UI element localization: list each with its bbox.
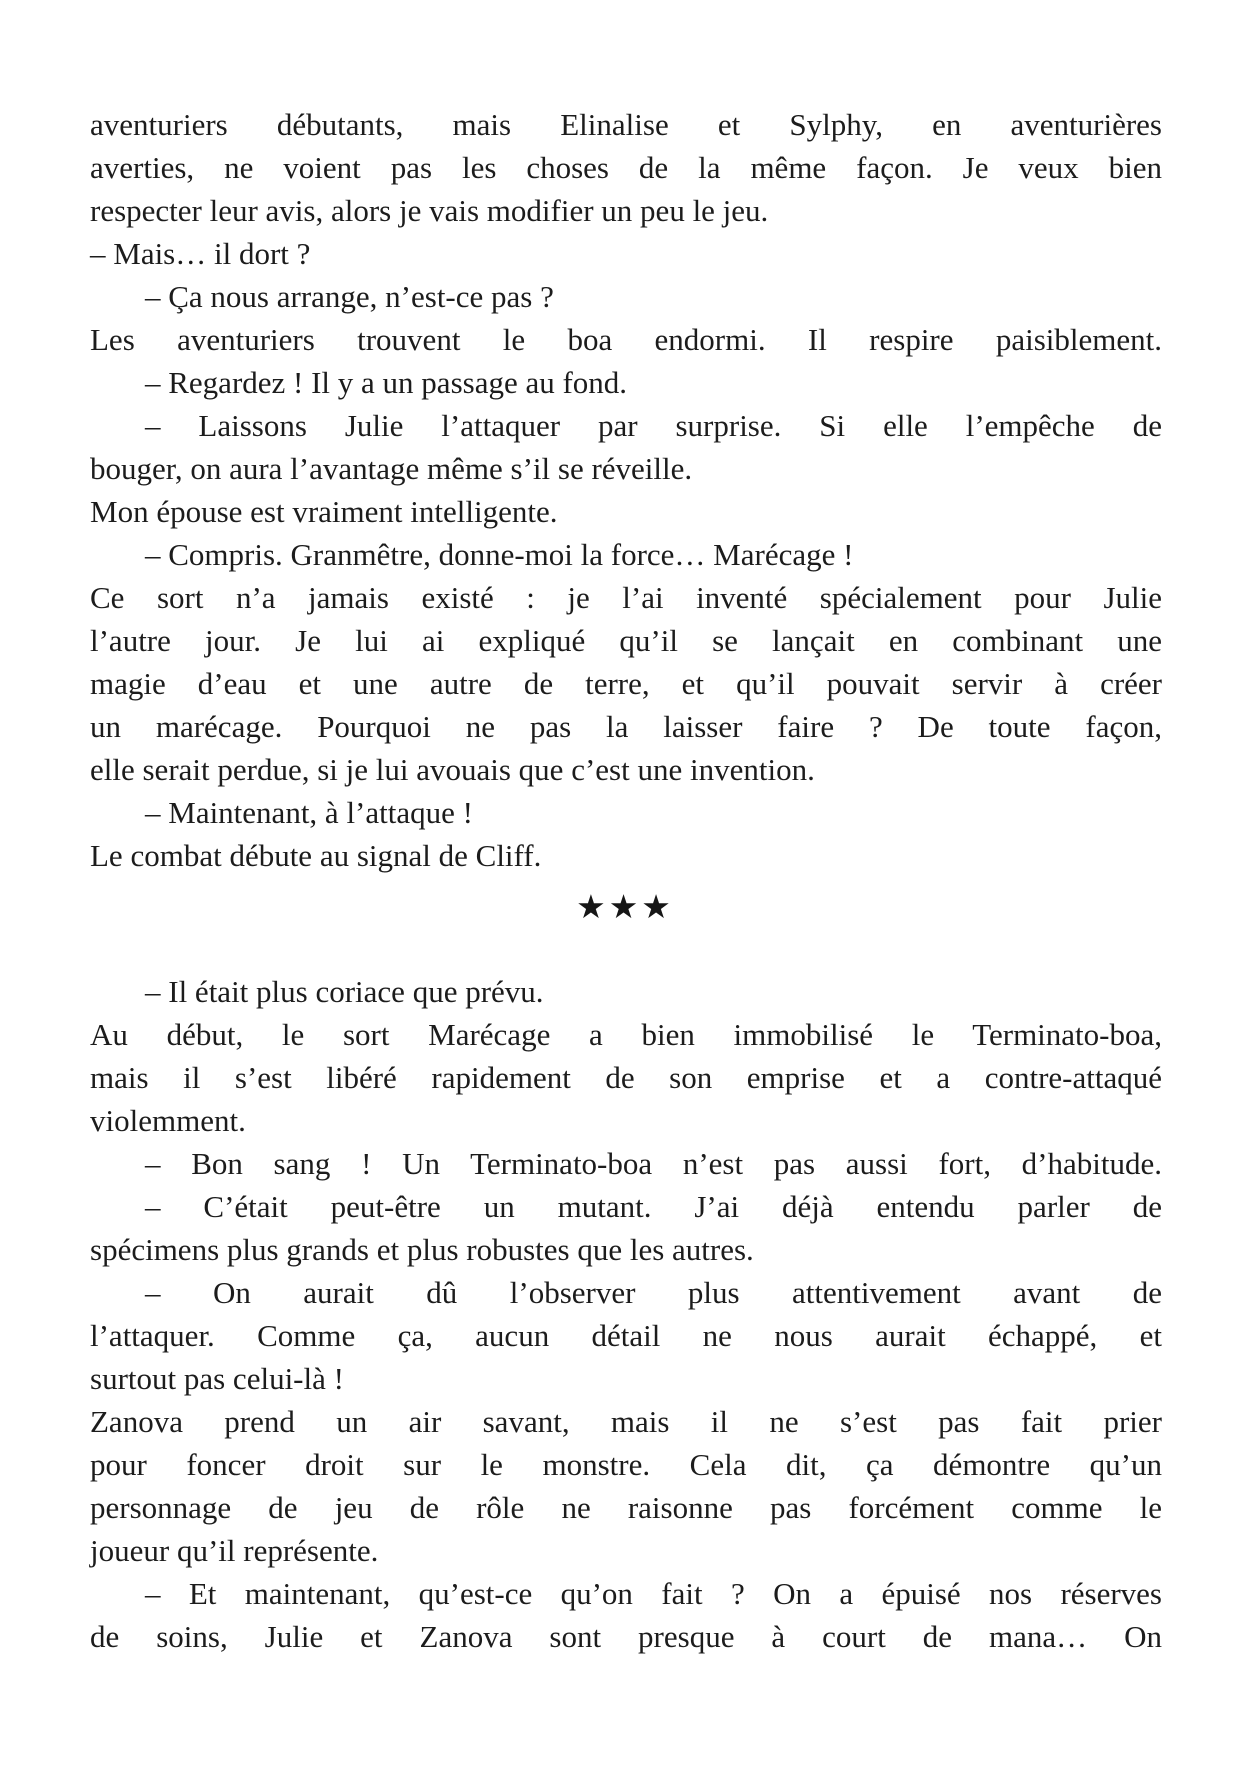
text-line: – C’était peut-être un mutant. J’ai déjà entendu parler de bbox=[145, 1189, 1162, 1224]
text-line: – Mais… il dort ? bbox=[90, 236, 311, 271]
text-line: magie d’eau et une autre de terre, et qu’il pouvait servir à créer bbox=[90, 666, 1162, 701]
paragraph bbox=[90, 232, 1162, 275]
paragraph bbox=[90, 318, 1162, 361]
paragraph bbox=[90, 1013, 1162, 1142]
text-line: pour foncer droit sur le monstre. Cela dit, ça démontre qu’un bbox=[90, 1447, 1162, 1482]
text-line: – Et maintenant, qu’est-ce qu’on fait ? On a épuisé nos réserves bbox=[145, 1576, 1162, 1611]
paragraph bbox=[90, 533, 1162, 576]
text-line: de soins, Julie et Zanova sont presque à court de mana… On bbox=[90, 1619, 1162, 1654]
paragraph bbox=[90, 1271, 1162, 1400]
paragraph bbox=[90, 791, 1162, 834]
paragraph bbox=[90, 361, 1162, 404]
text-line: surtout pas celui-là ! bbox=[90, 1361, 344, 1396]
star-icons: ★★★ bbox=[576, 887, 674, 926]
paragraph bbox=[90, 1185, 1162, 1271]
text-line: mais il s’est libéré rapidement de son emprise et a contre-attaqué bbox=[90, 1060, 1162, 1095]
paragraph bbox=[90, 103, 1162, 232]
text-line: Mon épouse est vraiment intelligente. bbox=[90, 494, 558, 529]
paragraph bbox=[90, 970, 1162, 1013]
text-line: – Regardez ! Il y a un passage au fond. bbox=[145, 365, 628, 400]
text-line: – Bon sang ! Un Terminato-boa n’est pas aussi fort, d’habitude. bbox=[145, 1146, 1162, 1181]
paragraph bbox=[90, 1572, 1162, 1658]
text-line: violemment. bbox=[90, 1103, 246, 1138]
paragraph bbox=[90, 576, 1162, 791]
text-line: Le combat débute au signal de Cliff. bbox=[90, 838, 542, 873]
text-line: spécimens plus grands et plus robustes que les autres. bbox=[90, 1232, 754, 1267]
paragraph bbox=[90, 1142, 1162, 1185]
text-line: bouger, on aura l’avantage même s’il se réveille. bbox=[90, 451, 693, 486]
text-line: – Compris. Granmêtre, donne-moi la force… Marécage ! bbox=[145, 537, 854, 572]
text-line: joueur qu’il représente. bbox=[90, 1533, 379, 1568]
text-line: Ce sort n’a jamais existé : je l’ai inventé spécialement pour Julie bbox=[90, 580, 1162, 615]
text-section-after-break bbox=[90, 970, 1162, 1658]
text-line: aventuriers débutants, mais Elinalise et Sylphy, en aventurières bbox=[90, 107, 1162, 142]
text-line: respecter leur avis, alors je vais modifier un peu le jeu. bbox=[90, 193, 769, 228]
text-line: Les aventuriers trouvent le boa endormi. Il respire paisiblement. bbox=[90, 322, 1162, 357]
stars-separator bbox=[0, 884, 1250, 930]
paragraph bbox=[90, 404, 1162, 490]
paragraph bbox=[90, 834, 1162, 877]
text-line: un marécage. Pourquoi ne pas la laisser faire ? De toute façon, bbox=[90, 709, 1162, 744]
text-line: – Laissons Julie l’attaquer par surprise. Si elle l’empêche de bbox=[145, 408, 1162, 443]
text-line: – Maintenant, à l’attaque ! bbox=[145, 795, 473, 830]
paragraph bbox=[90, 1400, 1162, 1572]
text-line: l’attaquer. Comme ça, aucun détail ne nous aurait échappé, et bbox=[90, 1318, 1162, 1353]
text-line: averties, ne voient pas les choses de la même façon. Je veux bien bbox=[90, 150, 1162, 185]
text-line: elle serait perdue, si je lui avouais que c’est une invention. bbox=[90, 752, 815, 787]
text-line: l’autre jour. Je lui ai expliqué qu’il se lançait en combinant une bbox=[90, 623, 1162, 658]
text-line: Zanova prend un air savant, mais il ne s’est pas fait prier bbox=[90, 1404, 1162, 1439]
text-section-before-break bbox=[90, 103, 1162, 877]
text-line: Au début, le sort Marécage a bien immobilisé le Terminato-boa, bbox=[90, 1017, 1162, 1052]
paragraph bbox=[90, 275, 1162, 318]
text-line: – Ça nous arrange, n’est-ce pas ? bbox=[145, 279, 554, 314]
text-line: personnage de jeu de rôle ne raisonne pas forcément comme le bbox=[90, 1490, 1162, 1525]
text-line: – On aurait dû l’observer plus attentivement avant de bbox=[145, 1275, 1162, 1310]
paragraph bbox=[90, 490, 1162, 533]
text-line: – Il était plus coriace que prévu. bbox=[145, 974, 544, 1009]
